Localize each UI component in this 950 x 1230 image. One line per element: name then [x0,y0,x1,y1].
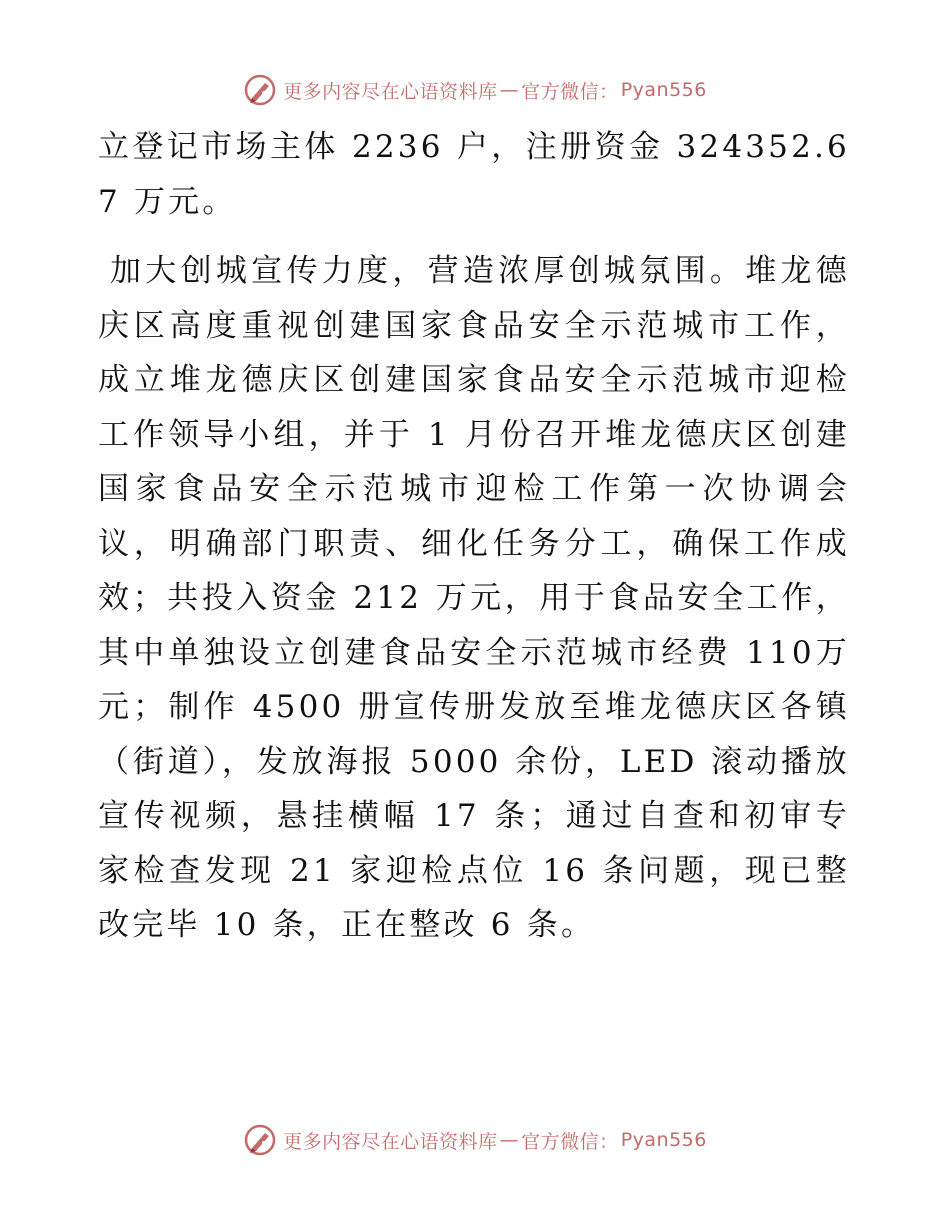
watermark-separator: — [499,1129,520,1151]
watermark-text: 更多内容尽在心语资料库 [283,80,498,103]
header-watermark [0,70,950,110]
pen-logo-icon [243,1123,277,1157]
watermark-text: 更多内容尽在心语资料库 [283,1130,498,1153]
paragraph-market-entities: 立登记市场主体 2236 户，注册资金 324352.67 万元。 [98,129,850,220]
watermark-wechat-id: Pyan556 [620,79,707,101]
watermark-wechat-label: 官方微信： [521,1130,619,1153]
watermark-separator: — [499,79,520,101]
pen-logo-icon [243,73,277,107]
watermark-wechat-id: Pyan556 [620,1129,707,1151]
document-body [98,120,850,953]
paragraph-food-safety-campaign: 加大创城宣传力度，营造浓厚创城氛围。堆龙德庆区高度重视创建国家食品安全示范城市工作，成立堆龙德庆区创建国家食品安全示范城市迎检工作领导小组，并于 1 月份召开堆龙德庆区创建国家食品安全示范城市迎检工作第一次协调会议，明确部门职责、细化任务分工，确保工作成效；共投入资金 212 万元，用于食品安全工作，其中单独设立创建食品安全示范城市经费 110万元；制作 4500 册宣传册发放至堆龙德庆区各镇（街道），发放海报 5000 余份，LED 滚动播放宣传视频，悬挂横幅 17 条；通过自查和初审专家检查发现 21 家迎检点位 16 条问题，现已整改完毕 10 条，正在整改 6 条。 [98,253,850,943]
watermark-wechat-label: 官方微信： [521,80,619,103]
footer-watermark [0,1120,950,1160]
